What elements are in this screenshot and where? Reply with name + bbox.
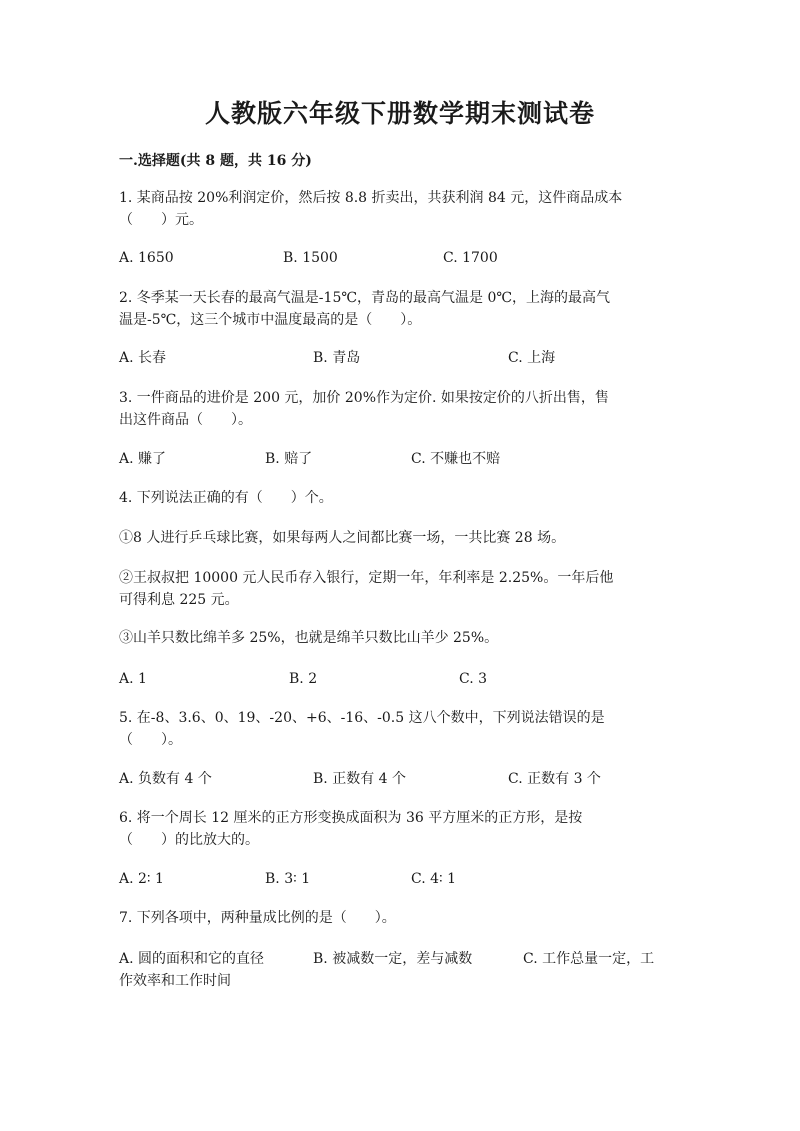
question-4-statement-2-line-2: 可得利息 225 元。	[119, 592, 239, 608]
question-4-option-a: A. 1	[119, 671, 147, 687]
question-4-line-1: 4. 下列说法正确的有（ ）个。	[119, 490, 333, 506]
question-1-line-1: 1. 某商品按 20%利润定价，然后按 8.8 折卖出，共获利润 84 元，这件商品成本	[119, 190, 623, 206]
question-3-line-1: 3. 一件商品的进价是 200 元，加价 20%作为定价. 如果按定价的八折出售，售	[119, 390, 609, 406]
question-6-option-a: A. 2∶ 1	[119, 871, 164, 887]
section-heading: 一.选择题(共 8 题，共 16 分)	[119, 153, 312, 169]
question-4-option-b: B. 2	[289, 671, 318, 687]
question-4-statement-2-line-1: ②王叔叔把 10000 元人民币存入银行，定期一年，年利率是 2.25%。一年后他	[119, 570, 614, 586]
question-4-statement-3: ③山羊只数比绵羊多 25%，也就是绵羊只数比山羊少 25%。	[119, 630, 499, 646]
question-1-option-a: A. 1650	[119, 250, 174, 266]
page-title: 人教版六年级下册数学期末测试卷	[204, 99, 595, 128]
question-4-statement-1: ①8 人进行乒乓球比赛，如果每两人之间都比赛一场，一共比赛 28 场。	[119, 530, 566, 546]
question-7-option-a: A. 圆的面积和它的直径	[119, 951, 265, 967]
question-3-option-c: C. 不赚也不赔	[411, 451, 501, 467]
question-7-option-c-line-1: C. 工作总量一定，工	[523, 951, 655, 967]
question-1-line-2: （ ）元。	[119, 212, 203, 228]
question-7-option-b: B. 被减数一定，差与减数	[313, 951, 473, 967]
question-6-line-1: 6. 将一个周长 12 厘米的正方形变换成面积为 36 平方厘米的正方形，是按	[119, 810, 583, 826]
question-3-option-b: B. 赔了	[265, 451, 313, 467]
question-1-option-b: B. 1500	[283, 250, 338, 266]
question-4-option-c: C. 3	[459, 671, 488, 687]
question-3-line-2: 出这件商品（ ）。	[119, 412, 252, 428]
question-6-line-2: （ ）的比放大的。	[119, 832, 259, 848]
question-2-option-b: B. 青岛	[313, 350, 361, 366]
question-6-option-b: B. 3∶ 1	[265, 871, 311, 887]
question-5-line-2: （ ）。	[119, 732, 182, 748]
question-3-option-a: A. 赚了	[119, 451, 167, 467]
question-2-line-1: 2. 冬季某一天长春的最高气温是-15℃，青岛的最高气温是 0℃，上海的最高气	[119, 290, 611, 306]
question-7-option-c-line-2: 作效率和工作时间	[119, 973, 231, 989]
question-7-line-1: 7. 下列各项中，两种量成比例的是（ ）。	[119, 910, 396, 926]
question-5-option-b: B. 正数有 4 个	[313, 771, 406, 787]
question-2-option-c: C. 上海	[508, 350, 556, 366]
question-6-option-c: C. 4∶ 1	[411, 871, 457, 887]
question-5-option-a: A. 负数有 4 个	[119, 771, 212, 787]
question-5-option-c: C. 正数有 3 个	[508, 771, 601, 787]
question-2-option-a: A. 长春	[119, 350, 167, 366]
question-1-option-c: C. 1700	[443, 250, 498, 266]
question-5-line-1: 5. 在-8、3.6、0、19、-20、+6、-16、-0.5 这八个数中，下列说法错误的是	[119, 710, 605, 726]
question-2-line-2: 温是-5℃，这三个城市中温度最高的是（ ）。	[119, 312, 422, 328]
